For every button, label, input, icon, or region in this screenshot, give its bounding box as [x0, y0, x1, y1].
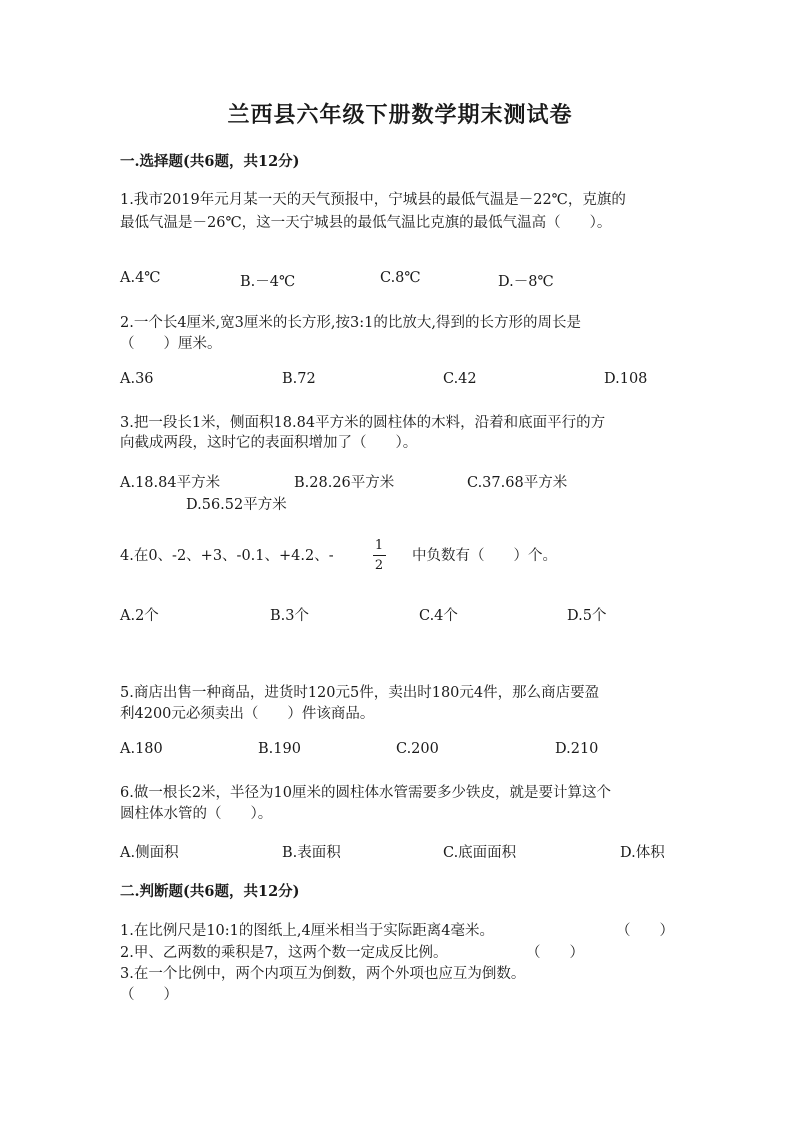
- question-4-option-c: C.4个: [419, 608, 458, 624]
- fraction-numerator: 1: [374, 538, 384, 553]
- section-heading-choice: 一.选择题(共6题，共12分): [120, 153, 300, 170]
- fraction-one-half: [369, 538, 389, 573]
- question-2-option-c: C.42: [443, 371, 477, 387]
- question-1-line-1: 1.我市2019年元月某一天的天气预报中，宁城县的最低气温是－22℃，克旗的: [120, 192, 626, 208]
- question-4-option-b: B.3个: [270, 608, 309, 624]
- question-1-line-2: 最低气温是－26℃，这一天宁城县的最低气温比克旗的最低气温高（ ）。: [120, 215, 612, 231]
- question-2-line-1: 2.一个长4厘米,宽3厘米的长方形,按3:1的比放大,得到的长方形的周长是: [120, 315, 581, 331]
- question-1-option-d: D.－8℃: [498, 274, 554, 290]
- question-6-option-c: C.底面面积: [443, 845, 517, 861]
- question-3-line-2: 向截成两段，这时它的表面积增加了（ ）。: [120, 435, 418, 451]
- question-3-option-d: D.56.52平方米: [186, 497, 287, 513]
- fraction-bar: [373, 555, 386, 556]
- page-title: 兰西县六年级下册数学期末测试卷: [227, 102, 573, 128]
- question-1-option-b: B.－4℃: [240, 274, 296, 290]
- question-3-option-a: A.18.84平方米: [120, 475, 221, 491]
- section-heading-judgment: 二.判断题(共6题，共12分): [120, 883, 300, 900]
- question-5-option-c: C.200: [396, 741, 439, 757]
- question-1-option-a: A.4℃: [120, 270, 161, 286]
- question-2-line-2: （ ）厘米。: [120, 336, 222, 352]
- judgment-2-blank: （ ）: [526, 945, 584, 961]
- judgment-2-text: 2.甲、乙两数的乘积是7，这两个数一定成反比例。: [120, 945, 448, 961]
- fraction-denominator: 2: [374, 558, 384, 573]
- question-2-option-a: A.36: [120, 371, 154, 387]
- question-4-option-d: D.5个: [567, 608, 607, 624]
- question-5-option-b: B.190: [258, 741, 301, 757]
- question-6-option-d: D.体积: [620, 845, 665, 861]
- question-2-option-d: D.108: [604, 371, 648, 387]
- question-6-line-1: 6.做一根长2米，半径为10厘米的圆柱体水管需要多少铁皮，就是要计算这个: [120, 785, 612, 801]
- question-3-line-1: 3.把一段长1米，侧面积18.84平方米的圆柱体的木料，沿着和底面平行的方: [120, 415, 606, 431]
- question-5-line-2: 利4200元必须卖出（ ）件该商品。: [120, 706, 375, 722]
- question-3-option-c: C.37.68平方米: [467, 475, 568, 491]
- question-4-line-2: 中负数有（ ）个。: [412, 548, 557, 564]
- question-6-option-b: B.表面积: [282, 845, 341, 861]
- question-5-line-1: 5.商店出售一种商品，进货时120元5件，卖出时180元4件，那么商店要盈: [120, 685, 600, 701]
- question-5-option-d: D.210: [555, 741, 599, 757]
- judgment-1-blank: （ ）: [616, 923, 674, 939]
- question-4-line-1: 4.在0、-2、+3、-0.1、+4.2、-: [120, 548, 334, 564]
- judgment-1-text: 1.在比例尺是10:1的图纸上,4厘米相当于实际距离4毫米。: [120, 923, 494, 939]
- judgment-3-text: 3.在一个比例中，两个内项互为倒数，两个外项也应互为倒数。: [120, 966, 526, 982]
- question-1-option-c: C.8℃: [380, 270, 421, 286]
- question-2-option-b: B.72: [282, 371, 316, 387]
- judgment-3-blank: （ ）: [120, 987, 178, 1003]
- question-3-option-b: B.28.26平方米: [294, 475, 395, 491]
- question-5-option-a: A.180: [120, 741, 163, 757]
- question-6-option-a: A.侧面积: [120, 845, 179, 861]
- question-6-line-2: 圆柱体水管的（ ）。: [120, 806, 273, 822]
- question-4-option-a: A.2个: [120, 608, 159, 624]
